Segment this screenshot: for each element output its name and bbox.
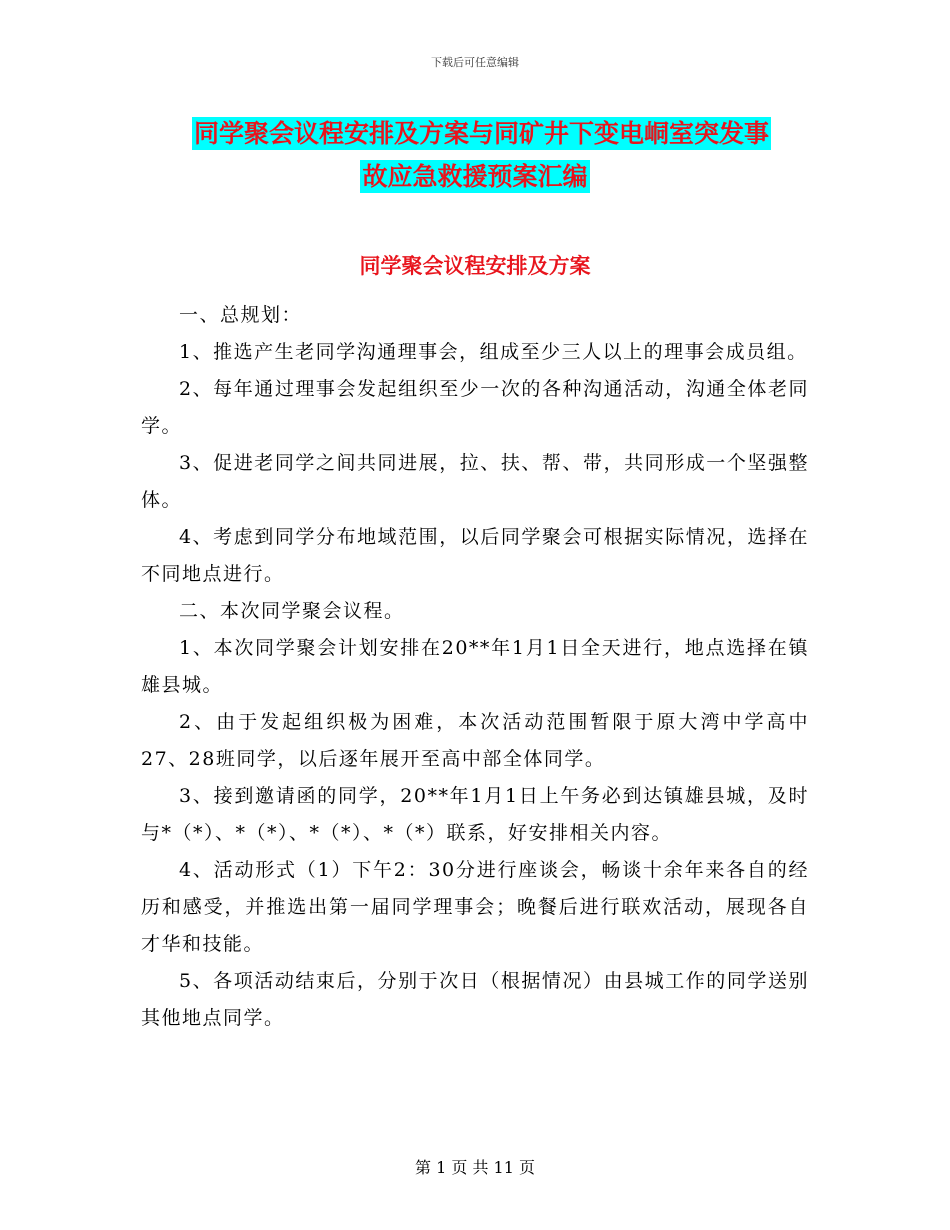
paragraph-item: 4、考虑到同学分布地域范围，以后同学聚会可根据实际情况，选择在不同地点进行。 <box>141 526 809 585</box>
paragraph-item: 3、接到邀请函的同学，20**年1月1日上午务必到达镇雄县城，及时与*（*）、*（*）、*（*）、*（*）联系，好安排相关内容。 <box>141 785 809 844</box>
document-title-line-2 <box>0 157 950 193</box>
paragraph-item: 1、本次同学聚会计划安排在20**年1月1日全天进行，地点选择在镇雄县城。 <box>141 637 809 696</box>
document-title-line-1 <box>0 114 950 150</box>
paragraph-item: 2、每年通过理事会发起组织至少一次的各种沟通活动，沟通全体老同学。 <box>141 378 809 437</box>
document-body <box>141 297 809 1037</box>
paragraph-item: 5、各项活动结束后，分别于次日（根据情况）由县城工作的同学送别其他地点同学。 <box>141 970 809 1029</box>
header-note: 下载后可任意编辑 <box>431 56 519 69</box>
paragraph-item: 4、活动形式（1）下午2：30分进行座谈会，畅谈十余年来各自的经历和感受，并推选出第一届同学理事会；晚餐后进行联欢活动，展现各自才华和技能。 <box>141 859 809 955</box>
page-footer: 第 1 页 共 11 页 <box>415 1158 535 1177</box>
paragraph-agenda-heading: 二、本次同学聚会议程。 <box>179 600 405 622</box>
paragraph-item: 2、由于发起组织极为困难，本次活动范围暂限于原大湾中学高中27、28班同学，以后逐年展开至高中部全体同学。 <box>141 711 809 770</box>
section-title: 同学聚会议程安排及方案 <box>359 254 591 278</box>
paragraph-item: 3、促进老同学之间共同进展，拉、扶、帮、带，共同形成一个坚强整体。 <box>141 452 809 511</box>
title-highlight-1: 同学聚会议程安排及方案与同矿井下变电峒室突发事 <box>194 119 770 148</box>
title-highlight-2: 故应急救援预案汇编 <box>362 162 588 191</box>
paragraph-item: 1、推选产生老同学沟通理事会，组成至少三人以上的理事会成员组。 <box>179 341 808 363</box>
paragraph-general-plan: 一、总规划： <box>179 304 303 326</box>
